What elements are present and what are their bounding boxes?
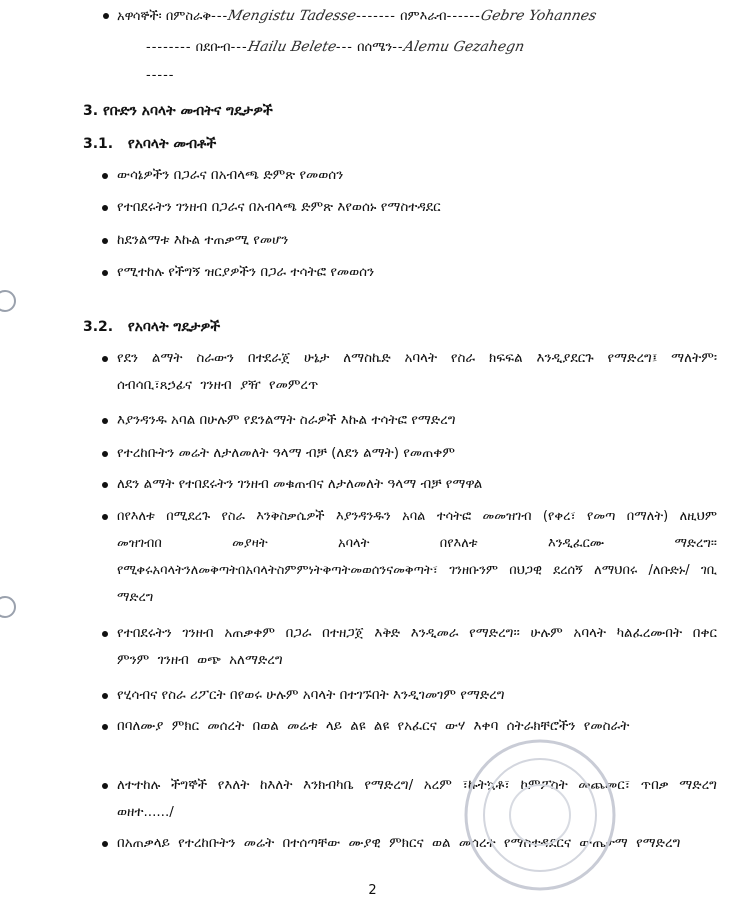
north-signature: Alemu Gezahegn — [401, 39, 526, 55]
page-number: 2 — [368, 883, 377, 898]
bullet-dot-icon — [103, 13, 109, 19]
section-3-1-number: 3.1. — [83, 136, 114, 152]
duties-item: በባለሙያ ምክር መሰረት በወል መሬቱ ላይ ልዩ ልዩ የአፈርና ውሃ እቀባ ሰትራክቸሮችን የመስራት — [117, 713, 717, 740]
binder-hole-icon — [0, 290, 16, 312]
south-label: በደቡብ — [195, 40, 231, 55]
seal-stamp-icon — [460, 735, 620, 895]
duties-item: እያንዳንዱ አባል በሁሉም የደንልማት ስራዎች እኩል ተሳትፎ የማድረግ — [117, 407, 717, 434]
duties-item: በአጠቃላይ የተረከቡትን መሬት በተሰጣቸው ሙያዊ ምክርና ወል መሰረት የማስተዳደርና ውጤታማ የማድረግ — [117, 830, 717, 857]
section-3-1-title: የአባላት መብቶች — [127, 136, 217, 152]
binder-hole-icon — [0, 596, 16, 618]
west-label: በምእራብ — [400, 9, 447, 24]
south-signature: Hailu Belete — [245, 39, 338, 55]
boundary-bullet-label: አዋሳኞች፡ — [117, 9, 162, 24]
east-signature: Mengistu Tadesse — [226, 8, 358, 24]
boundary-line-2: -------- በደቡብ---Hailu Belete--- በሰሜን--Alemu Gezahegn — [146, 39, 526, 55]
duties-item: ለተተከሉ ችግኞች የእለት ከእለት እንክብካቤ የማድረግ/ አረም ፣ኩትኳቶ፣ ኮምፖስት መጨመር፣ ጥበቃ ማድረግ ወዘተ....../ — [117, 772, 717, 826]
rights-item: የተበደሩትን ገንዘብ በጋራና በአብላጫ ድምጽ እየወሰኑ የማስተዳደር — [117, 194, 717, 221]
section-3-2-heading — [83, 317, 220, 337]
line3-dash: ----- — [146, 68, 175, 83]
section-3-2-number: 3.2. — [83, 319, 114, 335]
rights-item: የሚተከሉ የችግኝ ዝርያዎችን በጋራ ተሳትፎ የመወሰን — [117, 259, 717, 286]
boundary-line-3 — [146, 66, 174, 86]
duties-item: ለደን ልማት የተበደሩትን ገንዘብ መቁጠብና ለታለመለት ዓላማ ብቻ የማዋል — [117, 471, 717, 498]
section-3-2-title: የአባላት ግዴታዎች — [127, 319, 221, 335]
duties-item: የደን ልማት ስራውን በተደራጀ ሁኔታ ለማስኬድ አባላት የስራ ክፍፍል እንዲያደርጉ የማድረግ፤ ማለትም፡ ሰብሳቢ፣ጸኃፊና ገንዘብ ያዥ የመምረጥ — [117, 345, 717, 399]
section-3-title: የቡድን አባላት መብትና ግዴታዎች — [102, 103, 273, 119]
duties-item: የተበደሩትን ገንዘብ አጠቃቀም በጋራ በተዘጋጀ እቅድ እንዲመራ የማድረግ፡፡ ሁሉም አባላት ካልፈረሙበት በቀር ምንም ገንዘብ ወጭ አለማድረግ — [117, 620, 717, 674]
boundary-line-1: አዋሳኞች፡ በምስራቅ---Mengistu Tadesse------- በምእራብ------Gebre Yohannes — [117, 6, 596, 27]
duties-item: የተረከቡትን መሬት ለታለመለት ዓላማ ብቻ (ለደን ልማት) የመጠቀም — [117, 440, 717, 467]
line2-dash: -------- — [146, 40, 192, 55]
east-label: በምስራቅ — [165, 9, 212, 24]
rights-item: ከደንልማቱ እኩል ተጠቃሚ የመሆን — [117, 227, 717, 254]
west-signature: Gebre Yohannes — [479, 8, 598, 24]
duties-item: በየእለቱ በሚደረጉ የስራ እንቅስቃሴዎች እያንዳንዱን አባል ተሳትፎ መመዝገብ (የቀረ፣ የመጣ በማለት) ለዚህም መዝገብበ መያዛት አባላት በየእለቱ እንዲፈርሙ ማድረግ፡፡ የሚቀሩአባላትንለመቅጣትበአባላትስምምነትቅጣትመወሰንናመቅጣት፣ ገንዘቡንም በህጋዊ ደረሰኝ ለማህበሩ /ለቡድኑ/ ገቢ ማድረግ — [117, 503, 717, 611]
rights-item: ውሳኔዎችን በጋራና በአብላጫ ድምጽ የመወሰን — [117, 162, 717, 189]
section-3-heading — [83, 101, 273, 121]
north-label: በሰሜን — [357, 40, 393, 55]
duties-item: የሂሳብና የስራ ሪፖርት በየወሩ ሁሉም አባላት በተገኙበት እንዲገመገም የማድረግ — [117, 682, 717, 709]
section-3-1-heading — [83, 134, 216, 154]
section-3-number: 3. — [83, 103, 99, 119]
